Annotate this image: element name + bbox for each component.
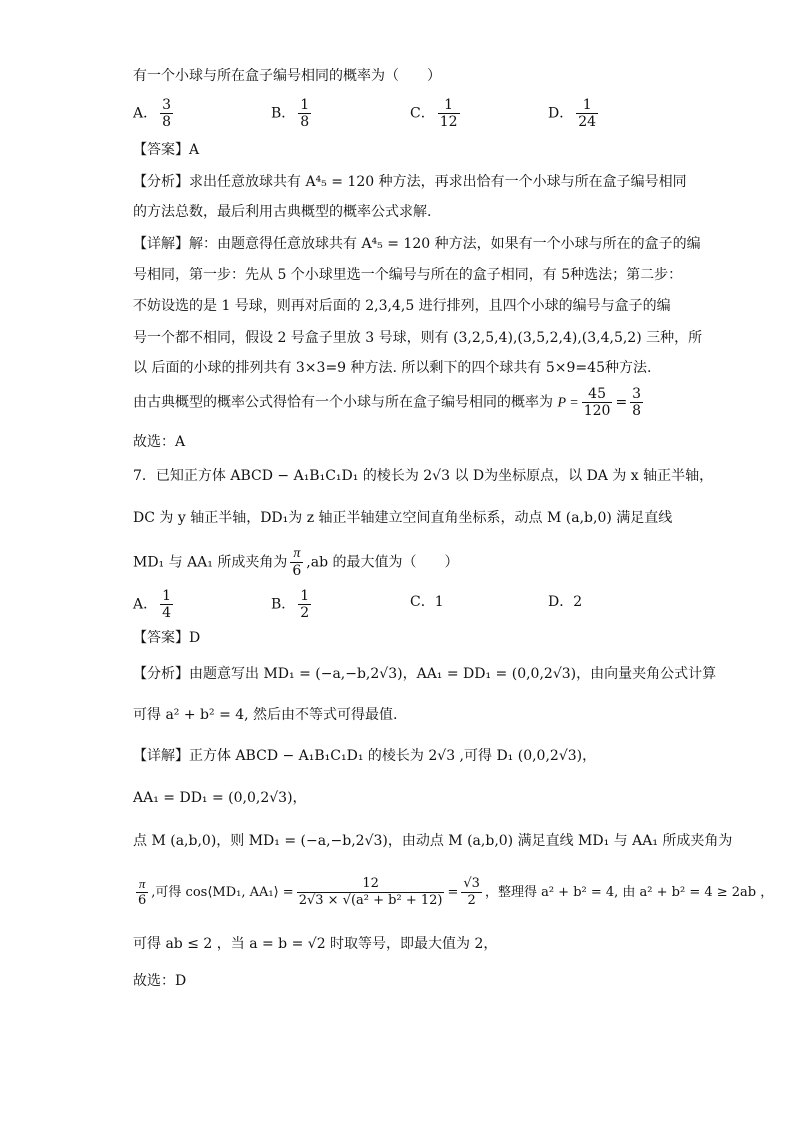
q7-option-a: A． $\frac{1}{4}$: [133, 588, 172, 621]
q6-probability-line: 由古典概型的概率公式得恰有一个小球与所在盒子编号相同的概率为 P = $\frac{45}{120}$ = $\frac{3}{8}$: [133, 386, 642, 419]
q6-detail-line: 【详解】解：由题意得任意放球共有 A⁴₅ = 120 种方法，如果有一个小球与所在的盒子的编: [133, 236, 701, 252]
q6-answer: 【答案】A: [133, 142, 200, 158]
q7-option-d: D．2: [548, 594, 583, 610]
q6-detail-line: 以 后面的小球的排列共有 3×3=9 种方法. 所以剩下的四个球共有 5×9=45种方法.: [133, 360, 652, 376]
question-7-line: DC 为 y 轴正半轴，DD₁为 z 轴正半轴建立空间直角坐标系，动点 M (a,b,0) 满足直线: [133, 510, 673, 526]
q6-analysis-line: 的方法总数，最后利用古典概型的概率公式求解.: [133, 204, 432, 220]
q6-detail-line: 不妨设选的是 1 号球，则再对后面的 2,3,4,5 进行排列，且四个小球的编号与盒子的编: [133, 298, 671, 314]
q7-option-b: B． $\frac{1}{2}$: [271, 588, 310, 621]
q7-selection: 故选：D: [133, 973, 187, 989]
q7-detail-line: 可得 ab ≤ 2 ，当 a = b = √2 时取等号，即最大值为 2，: [133, 936, 498, 952]
question-7-line: MD₁ 与 AA₁ 所成夹角为 $\frac{\pi}{6}$ ,ab 的最大值为（ ）: [133, 546, 459, 579]
q6-option-d: D． $\frac{1}{24}$: [548, 97, 597, 130]
q7-detail-line: 【详解】正方体 ABCD − A₁B₁C₁D₁ 的棱长为 2√3 ,可得 D₁ (0,0,2√3)，: [133, 748, 597, 764]
question-7-line: 7．已知正方体 ABCD − A₁B₁C₁D₁ 的棱长为 2√3 以 D为坐标原点，以 DA 为 x 轴正半轴，: [133, 468, 714, 484]
q6-selection: 故选：A: [133, 434, 186, 450]
q7-option-c: C．1: [410, 594, 444, 610]
q6-option-b: B． $\frac{1}{8}$: [271, 97, 310, 130]
q6-detail-line: 号相同，第一步：先从 5 个小球里选一个编号与所在的盒子相同，有 5种选法；第二步：: [133, 267, 683, 283]
q7-cosine-line: $\frac{\pi}{6}$ ,可得 cos⟨MD₁, AA₁⟩ = $\frac{12}{\text{2√3 × √(a² + b² + 12)}}$ = $\frac{√3}{2}$ ，整理得 a² + b² = 4, 由 a² + b² = 4 ≥ 2ab ，: [138, 876, 774, 908]
question-6-tail: 有一个小球与所在盒子编号相同的概率为（ ）: [133, 68, 441, 84]
q6-detail-line: 号一个都不相同，假设 2 号盒子里放 3 号球，则有 (3,2,5,4),(3,5,2,4),(3,4,5,2) 三种，所: [133, 330, 703, 346]
q6-option-c: C． $\frac{1}{12}$: [410, 97, 458, 130]
q7-analysis-line: 可得 a² + b² = 4, 然后由不等式可得最值.: [133, 707, 398, 723]
q7-detail-line: AA₁ = DD₁ = (0,0,2√3)，: [133, 790, 307, 806]
q7-answer: 【答案】D: [133, 630, 201, 646]
q6-analysis-line: 【分析】求出任意放球共有 A⁴₅ = 120 种方法，再求出恰有一个小球与所在盒子编号相同: [133, 174, 687, 190]
q7-detail-line: 点 M (a,b,0)，则 MD₁ = (−a,−b,2√3)，由动点 M (a,b,0) 满足直线 MD₁ 与 AA₁ 所成夹角为: [133, 833, 733, 849]
q7-analysis-line: 【分析】由题意写出 MD₁ = (−a,−b,2√3)，AA₁ = DD₁ = (0,0,2√3)，由向量夹角公式计算: [133, 666, 717, 682]
q6-option-a: A． $\frac{3}{8}$: [133, 97, 172, 130]
